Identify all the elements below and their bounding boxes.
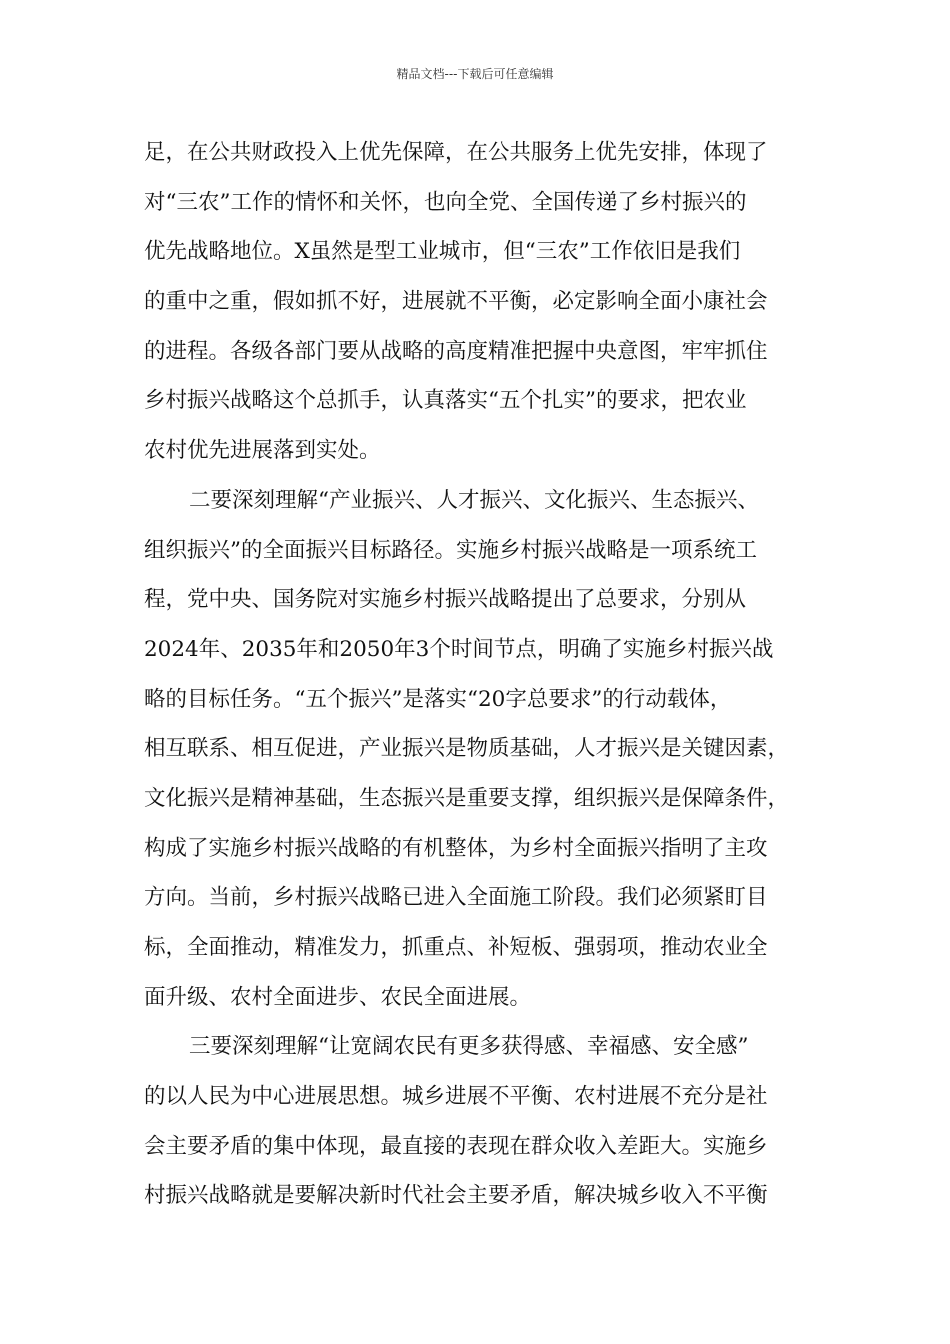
paragraph: [144, 476, 820, 1023]
text-line: 相互联系、相互促进，产业振兴是物质基础，人才振兴是关键因素，: [144, 736, 790, 762]
text-line: 优先战略地位。X虽然是型工业城市，但“三农”工作依旧是我们: [144, 239, 741, 265]
text-line: 农村优先进展落到实处。: [144, 438, 381, 464]
text-line: 文化振兴是精神基础，生态振兴是重要支撑，组织振兴是保障条件，: [144, 785, 790, 811]
document-body: [144, 128, 820, 1221]
text-line: 的重中之重，假如抓不好，进展就不平衡，必定影响全面小康社会: [144, 289, 768, 315]
text-line: 三要深刻理解“让宽阔农民有更多获得感、幸福感、安全感”: [189, 1034, 749, 1060]
text-line: 略的目标任务。“五个振兴”是落实“20字总要求”的行动载体，: [144, 686, 732, 712]
text-line: 足，在公共财政投入上优先保障，在公共服务上优先安排，体现了: [144, 140, 768, 165]
text-line: 2024年、2035年和2050年3个时间节点，明确了实施乡村振兴战: [144, 636, 774, 662]
paragraph: [144, 1022, 820, 1221]
text-line: 的以人民为中心进展思想。城乡进展不平衡、农村进展不充分是社: [144, 1084, 768, 1110]
text-line: 的进程。各级各部门要从战略的高度精准把握中央意图，牢牢抓住: [144, 338, 768, 364]
text-line: 村振兴战略就是要解决新时代社会主要矛盾，解决城乡收入不平衡: [144, 1183, 768, 1209]
text-line: 标，全面推动，精准发力，抓重点、补短板、强弱项，推动农业全: [144, 935, 768, 960]
text-line: 构成了实施乡村振兴战略的有机整体，为乡村全面振兴指明了主攻: [144, 835, 768, 861]
text-line: 程，党中央、国务院对实施乡村振兴战略提出了总要求，分别从: [144, 587, 747, 613]
text-line: 组织振兴”的全面振兴目标路径。实施乡村振兴战略是一项系统工: [144, 537, 757, 563]
text-line: 面升级、农村全面进步、农民全面进展。: [144, 984, 532, 1010]
text-line: 会主要矛盾的集中体现，最直接的表现在群众收入差距大。实施乡: [144, 1133, 768, 1159]
text-line: 二要深刻理解“产业振兴、人才振兴、文化振兴、生态振兴、: [189, 487, 759, 513]
text-line: 方向。当前，乡村振兴战略已进入全面施工阶段。我们必须紧盯目: [144, 885, 768, 911]
text-line: 乡村振兴战略这个总抓手，认真落实“五个扎实”的要求，把农业: [144, 388, 747, 414]
page-header: 精品文档---下载后可任意编辑: [396, 67, 554, 81]
paragraph: [144, 128, 820, 476]
text-line: 对“三农”工作的情怀和关怀，也向全党、全国传递了乡村振兴的: [144, 189, 747, 215]
